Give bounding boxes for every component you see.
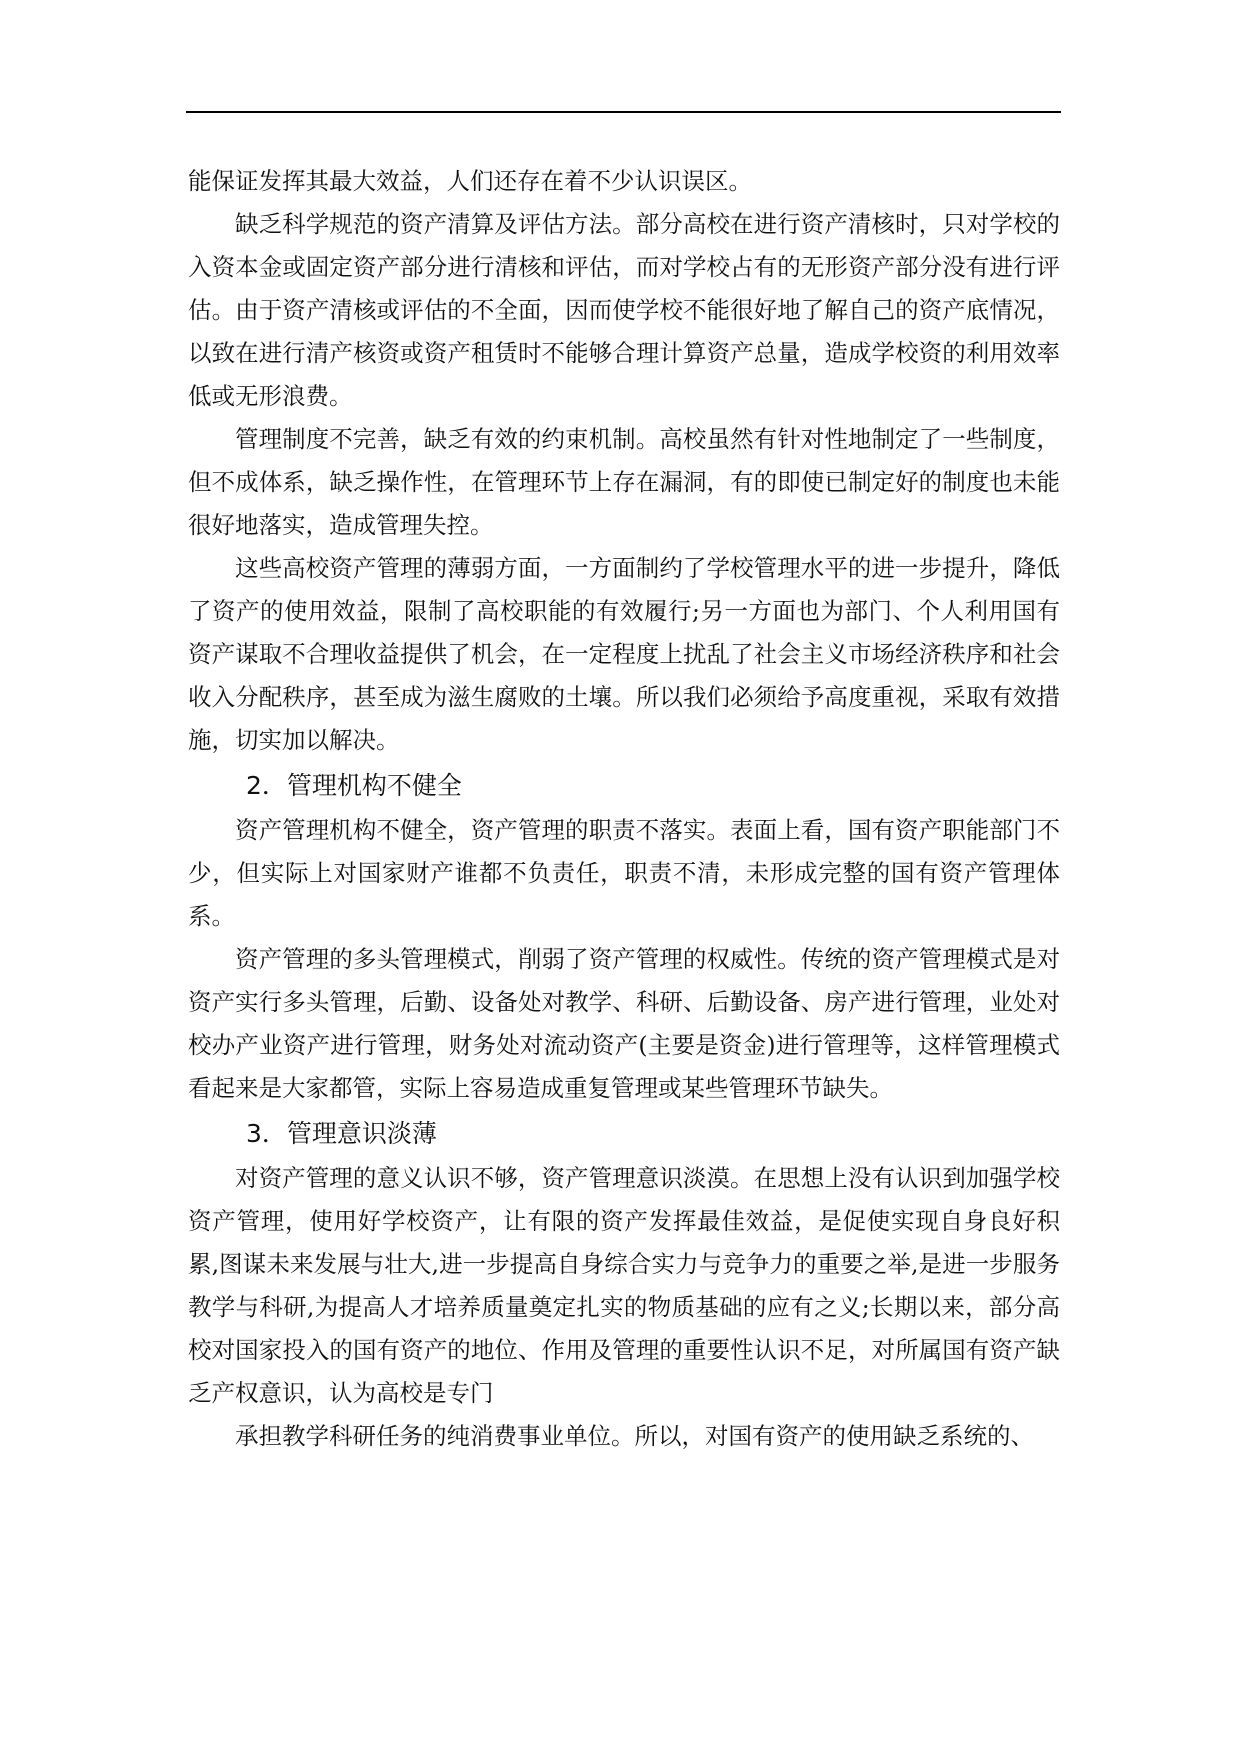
paragraph-continuation: 能保证发挥其最大效益，人们还存在着不少认识误区。 [188,167,752,195]
header-rule [186,111,1061,113]
section-heading: 3．管理意识淡薄 [246,1119,437,1148]
document-body [188,160,1060,1458]
section-heading: 2．管理机构不健全 [246,771,462,800]
paragraph: 承担教学科研任务的纯消费事业单位。所以，对国有资产的使用缺乏系统的、 [235,1422,1034,1450]
paragraph: 资产管理的多头管理模式，削弱了资产管理的权威性。传统的资产管理模式是对资产实行多头管理，后勤、设备处对教学、科研、后勤设备、房产进行管理，业处对校办产业资产进行管理，财务处对流动资产(主要是资金)进行管理等，这样管理模式看起来是大家都管，实际上容易造成重复管理或某些管理环节缺失。 [188,945,1060,1102]
paragraph: 资产管理机构不健全，资产管理的职责不落实。表面上看，国有资产职能部门不少，但实际上对国家财产谁都不负责任，职责不清，未形成完整的国有资产管理体系。 [188,816,1060,930]
paragraph: 这些高校资产管理的薄弱方面，一方面制约了学校管理水平的进一步提升，降低了资产的使用效益，限制了高校职能的有效履行;另一方面也为部门、个人利用国有资产谋取不合理收益提供了机会，在一定程度上扰乱了社会主义市场经济秩序和社会收入分配秩序，甚至成为滋生腐败的土壤。所以我们必须给予高度重视，采取有效措施，切实加以解决。 [188,554,1060,754]
paragraph: 缺乏科学规范的资产清算及评估方法。部分高校在进行资产清核时，只对学校的入资本金或固定资产部分进行清核和评估，而对学校占有的无形资产部分没有进行评估。由于资产清核或评估的不全面，因而使学校不能很好地了解自己的资产底情况，以致在进行清产核资或资产租赁时不能够合理计算资产总量，造成学校资的利用效率低或无形浪费。 [188,210,1060,410]
paragraph: 管理制度不完善，缺乏有效的约束机制。高校虽然有针对性地制定了一些制度，但不成体系，缺乏操作性，在管理环节上存在漏洞，有的即使已制定好的制度也未能很好地落实，造成管理失控。 [188,425,1060,539]
paragraph: 对资产管理的意义认识不够，资产管理意识淡漠。在思想上没有认识到加强学校资产管理，使用好学校资产，让有限的资产发挥最佳效益，是促使实现自身良好积累,图谋未来发展与壮大,进一步提高自身综合实力与竞争力的重要之举,是进一步服务教学与科研,为提高人才培养质量奠定扎实的物质基础的应有之义;长期以来，部分高校对国家投入的国有资产的地位、作用及管理的重要性认识不足，对所属国有资产缺乏产权意识，认为高校是专门 [188,1164,1060,1407]
